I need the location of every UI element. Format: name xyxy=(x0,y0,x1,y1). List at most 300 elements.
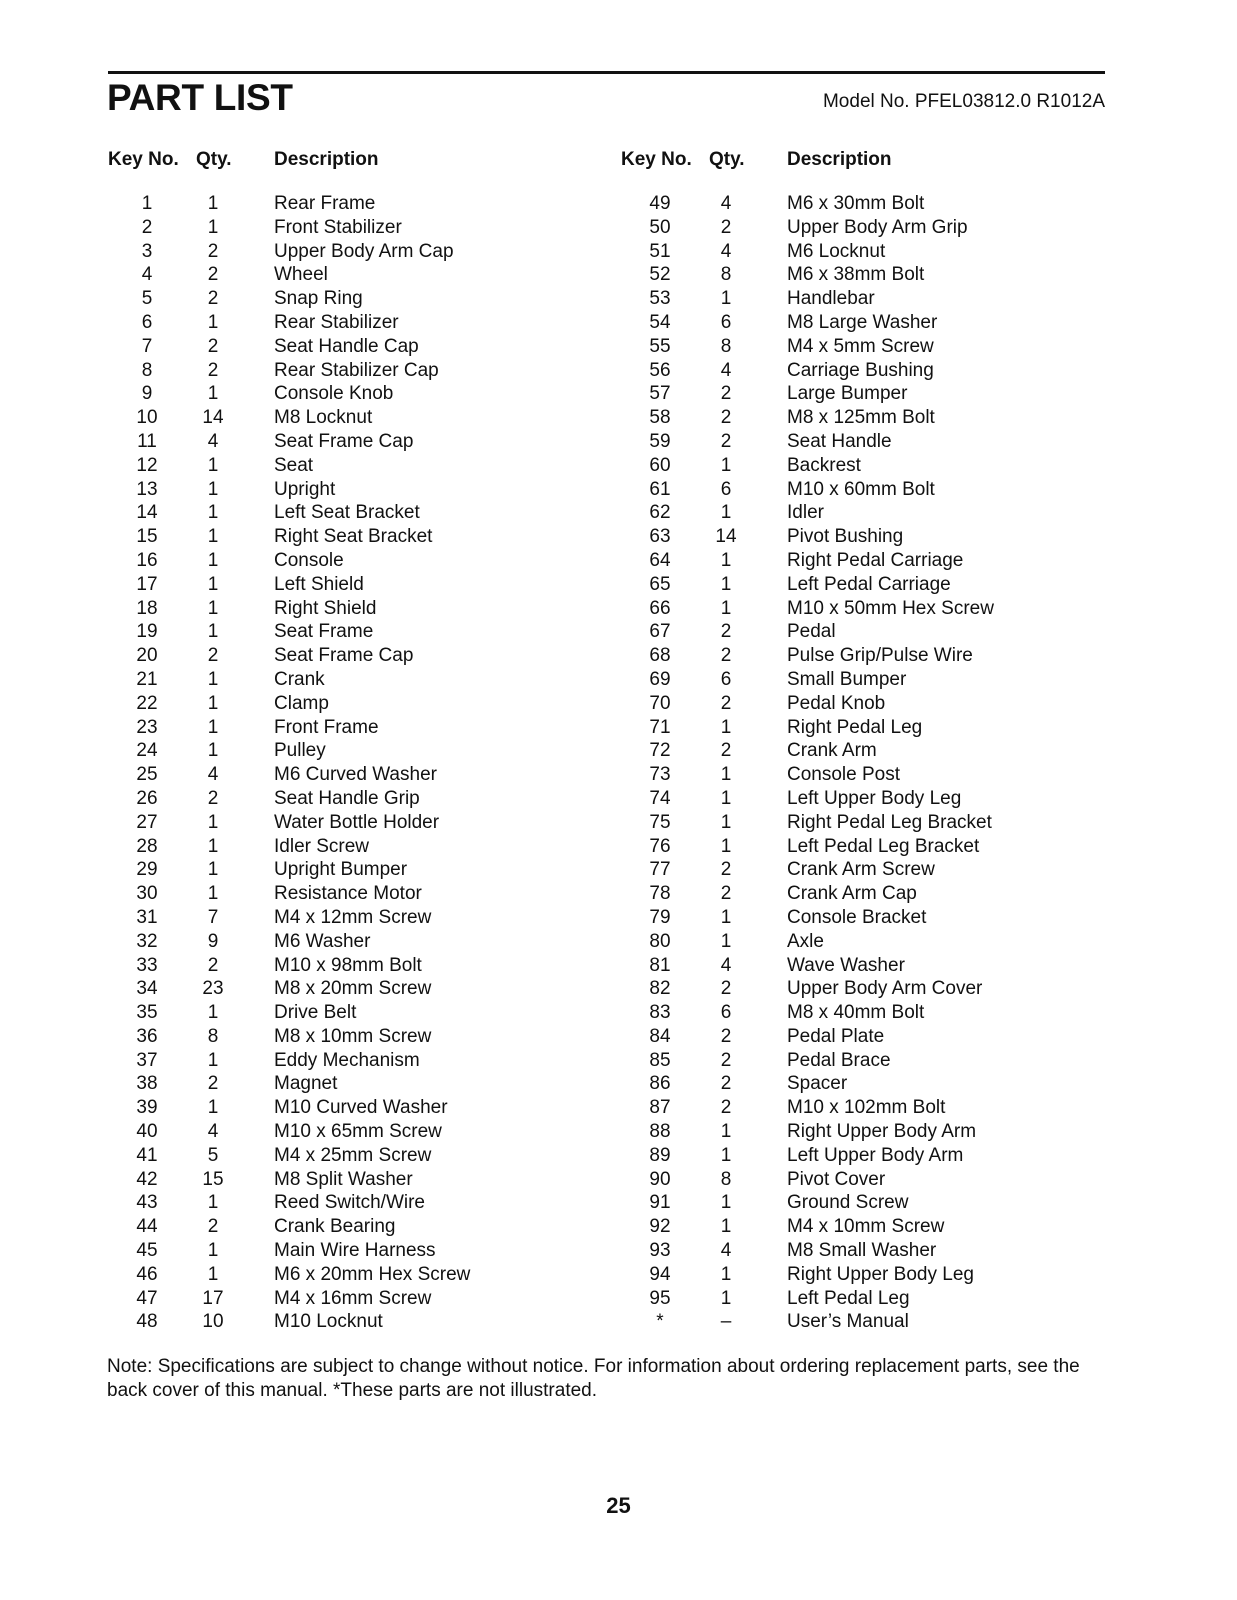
table-row xyxy=(620,1310,1080,1334)
key-no-cell: 38 xyxy=(136,1073,158,1095)
key-no-cell: 74 xyxy=(649,787,671,809)
description-cell: Left Pedal Leg Bracket xyxy=(787,835,980,857)
key-no-cell: 39 xyxy=(136,1097,158,1119)
description-cell: Carriage Bushing xyxy=(787,359,934,381)
table-row xyxy=(107,835,567,859)
table-row xyxy=(620,240,1080,264)
key-no-cell: 11 xyxy=(137,430,157,452)
key-no-cell: 34 xyxy=(136,978,158,1000)
key-no-cell: 56 xyxy=(649,359,671,381)
key-no-cell: 68 xyxy=(649,645,671,667)
table-row xyxy=(107,1191,567,1215)
qty-cell: 2 xyxy=(720,1025,732,1047)
table-row xyxy=(107,1287,567,1311)
description-cell: Right Shield xyxy=(274,597,377,619)
key-no-cell: 19 xyxy=(136,621,158,643)
key-no-cell: 61 xyxy=(649,478,671,500)
table-row xyxy=(107,216,567,240)
key-no-cell: 31 xyxy=(136,906,158,928)
description-cell: Crank Arm xyxy=(787,740,877,762)
key-no-cell: 65 xyxy=(649,573,671,595)
qty-cell: 1 xyxy=(720,454,732,476)
key-no-cell: 54 xyxy=(649,311,671,333)
qty-cell: 1 xyxy=(207,740,219,762)
key-no-cell: 63 xyxy=(649,526,671,548)
description-header: Description xyxy=(787,149,892,170)
key-no-cell: 13 xyxy=(136,478,158,500)
table-row xyxy=(620,525,1080,549)
table-row xyxy=(107,668,567,692)
table-row xyxy=(107,192,567,216)
key-no-cell: 62 xyxy=(649,502,671,524)
qty-cell: 1 xyxy=(207,573,219,595)
description-cell: M6 Locknut xyxy=(787,240,886,262)
description-cell: Clamp xyxy=(274,692,329,714)
table-row xyxy=(107,454,567,478)
description-cell: Seat Frame xyxy=(274,621,374,643)
description-cell: M8 Split Washer xyxy=(274,1168,413,1190)
qty-cell: 2 xyxy=(720,1049,732,1071)
key-no-cell: 87 xyxy=(649,1097,671,1119)
key-no-cell: 55 xyxy=(649,335,671,357)
qty-cell: 1 xyxy=(720,930,732,952)
qty-cell: 2 xyxy=(720,430,732,452)
description-cell: Wheel xyxy=(274,264,328,286)
table-row xyxy=(620,1096,1080,1120)
description-cell: Upper Body Arm Grip xyxy=(787,216,968,238)
description-cell: Large Bumper xyxy=(787,383,908,405)
description-cell: Console Bracket xyxy=(787,906,927,928)
table-row xyxy=(620,335,1080,359)
table-row xyxy=(107,406,567,430)
qty-cell: 1 xyxy=(207,1097,219,1119)
key-no-cell: 86 xyxy=(649,1073,671,1095)
description-cell: Axle xyxy=(787,930,824,952)
key-no-cell: 53 xyxy=(649,288,671,310)
table-row xyxy=(107,739,567,763)
qty-cell: 1 xyxy=(720,1121,732,1143)
qty-cell: 1 xyxy=(207,1049,219,1071)
qty-cell: 1 xyxy=(207,597,219,619)
table-row xyxy=(107,359,567,383)
key-no-cell: 3 xyxy=(141,240,153,262)
key-no-cell: 41 xyxy=(136,1144,158,1166)
table-row xyxy=(620,787,1080,811)
qty-cell: 1 xyxy=(720,597,732,619)
description-cell: Left Upper Body Arm xyxy=(787,1144,964,1166)
qty-cell: 2 xyxy=(720,1073,732,1095)
qty-cell: 1 xyxy=(720,288,732,310)
qty-cell: 2 xyxy=(720,883,732,905)
table-row xyxy=(620,1191,1080,1215)
description-cell: Handlebar xyxy=(787,288,875,310)
table-row xyxy=(620,620,1080,644)
table-row xyxy=(107,311,567,335)
qty-cell: 2 xyxy=(720,407,732,429)
qty-cell: 17 xyxy=(202,1287,224,1309)
qty-cell: 1 xyxy=(720,1192,732,1214)
description-cell: Console xyxy=(274,549,344,571)
description-cell: Front Frame xyxy=(274,716,379,738)
key-no-cell: 70 xyxy=(649,692,671,714)
key-no-cell: 24 xyxy=(136,740,158,762)
qty-header: Qty. xyxy=(196,149,232,170)
parts-table-right xyxy=(620,146,1080,1334)
key-no-cell: 36 xyxy=(136,1025,158,1047)
parts-rows-right xyxy=(620,192,1080,1334)
qty-cell: 1 xyxy=(720,502,732,524)
description-cell: Pulse Grip/Pulse Wire xyxy=(787,645,973,667)
key-no-cell: 23 xyxy=(136,716,158,738)
qty-cell: 1 xyxy=(720,787,732,809)
table-row xyxy=(107,1001,567,1025)
description-cell: Upright Bumper xyxy=(274,859,408,881)
description-cell: Upper Body Arm Cover xyxy=(787,978,983,1000)
key-no-cell: 95 xyxy=(649,1287,671,1309)
table-row xyxy=(107,549,567,573)
key-no-cell: 4 xyxy=(141,264,153,286)
qty-cell: 1 xyxy=(207,668,219,690)
table-row xyxy=(620,1049,1080,1073)
table-row xyxy=(620,1025,1080,1049)
table-row xyxy=(107,763,567,787)
key-no-cell: 8 xyxy=(141,359,153,381)
qty-cell: 4 xyxy=(207,764,219,786)
description-cell: Rear Frame xyxy=(274,193,376,214)
description-cell: M8 x 125mm Bolt xyxy=(787,407,935,429)
key-no-cell: 75 xyxy=(649,811,671,833)
key-no-cell: 9 xyxy=(141,383,153,405)
table-row xyxy=(107,335,567,359)
key-no-cell: 10 xyxy=(136,407,158,429)
qty-cell: 4 xyxy=(720,1240,732,1262)
description-cell: M10 x 50mm Hex Screw xyxy=(787,597,994,619)
key-no-cell: 59 xyxy=(649,430,671,452)
key-no-cell: 83 xyxy=(649,1002,671,1024)
table-row xyxy=(620,1168,1080,1192)
description-cell: M10 Locknut xyxy=(274,1311,383,1333)
table-row xyxy=(620,954,1080,978)
qty-cell: 8 xyxy=(720,1168,732,1190)
key-no-cell: 22 xyxy=(136,692,158,714)
page-number: 25 xyxy=(606,1493,631,1518)
key-no-cell: 82 xyxy=(649,978,671,1000)
table-row xyxy=(620,882,1080,906)
qty-cell: 6 xyxy=(720,668,732,690)
table-row xyxy=(107,430,567,454)
qty-cell: 2 xyxy=(207,359,219,381)
table-row xyxy=(620,597,1080,621)
key-no-cell: 26 xyxy=(136,787,158,809)
qty-cell: 6 xyxy=(720,1002,732,1024)
key-no-cell: 44 xyxy=(136,1216,158,1238)
qty-cell: 15 xyxy=(202,1168,224,1190)
description-cell: Crank xyxy=(274,668,325,690)
description-cell: Right Pedal Carriage xyxy=(787,549,964,571)
qty-cell: 10 xyxy=(202,1311,224,1333)
table-row xyxy=(107,1263,567,1287)
table-row xyxy=(620,977,1080,1001)
description-cell: M10 x 98mm Bolt xyxy=(274,954,422,976)
description-cell: Pulley xyxy=(274,740,326,762)
qty-cell: 7 xyxy=(207,906,219,928)
key-no-cell: 20 xyxy=(136,645,158,667)
key-no-cell: * xyxy=(656,1311,664,1333)
qty-cell: 1 xyxy=(207,216,219,238)
table-header xyxy=(107,146,567,176)
qty-cell: 2 xyxy=(720,621,732,643)
key-no-cell: 42 xyxy=(136,1168,158,1190)
key-no-cell: 67 xyxy=(649,621,671,643)
description-cell: Main Wire Harness xyxy=(274,1240,436,1262)
description-cell: Seat Handle xyxy=(787,430,892,452)
key-no-cell: 33 xyxy=(136,954,158,976)
table-row xyxy=(620,454,1080,478)
qty-cell: 1 xyxy=(207,193,219,214)
description-cell: Rear Stabilizer xyxy=(274,311,399,333)
key-no-cell: 47 xyxy=(136,1287,158,1309)
table-header xyxy=(620,146,1080,176)
qty-cell: 2 xyxy=(207,240,219,262)
table-row xyxy=(620,311,1080,335)
table-row xyxy=(107,1025,567,1049)
qty-cell: 4 xyxy=(720,954,732,976)
description-cell: M8 Large Washer xyxy=(787,311,938,333)
table-row xyxy=(620,216,1080,240)
description-cell: Right Pedal Leg Bracket xyxy=(787,811,992,833)
description-cell: Crank Arm Cap xyxy=(787,883,917,905)
description-cell: Pedal Brace xyxy=(787,1049,891,1071)
key-no-cell: 5 xyxy=(141,288,153,310)
model-number: Model No. PFEL03812.0 R1012A xyxy=(822,91,1105,112)
table-row xyxy=(107,597,567,621)
description-cell: Spacer xyxy=(787,1073,848,1095)
key-no-cell: 81 xyxy=(649,954,671,976)
qty-cell: 4 xyxy=(720,240,732,262)
top-rule xyxy=(108,71,1105,74)
description-cell: Backrest xyxy=(787,454,861,476)
description-cell: M10 Curved Washer xyxy=(274,1097,448,1119)
description-cell: Right Pedal Leg xyxy=(787,716,923,738)
qty-cell: 14 xyxy=(715,526,737,548)
table-row xyxy=(107,382,567,406)
qty-cell: 2 xyxy=(207,335,219,357)
table-row xyxy=(620,1263,1080,1287)
qty-cell: 2 xyxy=(207,288,219,310)
qty-cell: 1 xyxy=(720,764,732,786)
table-row xyxy=(107,692,567,716)
description-cell: Upper Body Arm Cap xyxy=(274,240,454,262)
key-no-cell: 14 xyxy=(136,502,158,524)
table-row xyxy=(620,573,1080,597)
table-row xyxy=(620,359,1080,383)
qty-cell: 6 xyxy=(720,478,732,500)
key-no-cell: 7 xyxy=(141,335,153,357)
table-row xyxy=(107,882,567,906)
key-no-cell: 76 xyxy=(649,835,671,857)
table-row xyxy=(107,1310,567,1334)
qty-cell: 1 xyxy=(720,549,732,571)
description-cell: M10 x 102mm Bolt xyxy=(787,1097,946,1119)
description-cell: M4 x 16mm Screw xyxy=(274,1287,432,1309)
key-no-cell: 50 xyxy=(649,216,671,238)
key-no-cell: 58 xyxy=(649,407,671,429)
description-cell: Pedal xyxy=(787,621,836,643)
qty-cell: 1 xyxy=(720,1287,732,1309)
qty-cell: 8 xyxy=(720,264,732,286)
qty-cell: 1 xyxy=(720,811,732,833)
description-cell: Ground Screw xyxy=(787,1192,909,1214)
table-row xyxy=(620,692,1080,716)
qty-cell: 14 xyxy=(202,407,224,429)
description-cell: Left Upper Body Leg xyxy=(787,787,962,809)
qty-cell: – xyxy=(720,1311,732,1333)
key-no-cell: 85 xyxy=(649,1049,671,1071)
table-row xyxy=(620,906,1080,930)
description-cell: Pedal Plate xyxy=(787,1025,885,1047)
table-row xyxy=(107,1215,567,1239)
table-row xyxy=(620,716,1080,740)
description-cell: Right Upper Body Leg xyxy=(787,1263,974,1285)
footnote: Note: Specifications are subject to change without notice. For information about ordering replacement parts, see the back cover of this manual. *These parts are not illustrated. xyxy=(107,1356,1080,1401)
table-row xyxy=(107,787,567,811)
table-row xyxy=(107,811,567,835)
qty-cell: 9 xyxy=(207,930,219,952)
qty-cell: 2 xyxy=(720,645,732,667)
description-cell: Left Seat Bracket xyxy=(274,502,420,524)
table-row xyxy=(107,1120,567,1144)
table-row xyxy=(620,1072,1080,1096)
qty-cell: 1 xyxy=(207,859,219,881)
key-no-cell: 16 xyxy=(136,549,158,571)
description-cell: Console Knob xyxy=(274,383,394,405)
key-no-cell: 15 xyxy=(136,526,158,548)
key-no-cell: 17 xyxy=(136,573,158,595)
key-no-cell: 27 xyxy=(136,811,158,833)
table-row xyxy=(620,1215,1080,1239)
description-cell: M4 x 5mm Screw xyxy=(787,335,934,357)
key-no-cell: 37 xyxy=(136,1049,158,1071)
table-row xyxy=(620,811,1080,835)
table-row xyxy=(107,644,567,668)
description-cell: M8 Small Washer xyxy=(787,1240,937,1262)
qty-cell: 5 xyxy=(207,1144,219,1166)
key-no-cell: 12 xyxy=(136,454,158,476)
description-cell: Drive Belt xyxy=(274,1002,357,1024)
table-row xyxy=(107,240,567,264)
qty-cell: 2 xyxy=(207,645,219,667)
table-row xyxy=(107,525,567,549)
table-row xyxy=(620,263,1080,287)
key-no-cell: 32 xyxy=(136,930,158,952)
qty-cell: 1 xyxy=(720,716,732,738)
description-cell: Seat Frame Cap xyxy=(274,430,414,452)
qty-cell: 2 xyxy=(207,787,219,809)
qty-cell: 8 xyxy=(720,335,732,357)
description-cell: M10 x 65mm Screw xyxy=(274,1121,442,1143)
qty-cell: 1 xyxy=(207,883,219,905)
description-cell: Pivot Bushing xyxy=(787,526,904,548)
key-no-cell: 64 xyxy=(649,549,671,571)
table-row xyxy=(620,1287,1080,1311)
qty-cell: 2 xyxy=(720,1097,732,1119)
page-title: PART LIST xyxy=(107,77,293,118)
table-row xyxy=(620,549,1080,573)
qty-cell: 23 xyxy=(202,978,224,1000)
description-cell: M4 x 25mm Screw xyxy=(274,1144,432,1166)
table-row xyxy=(107,716,567,740)
description-cell: M6 Washer xyxy=(274,930,371,952)
qty-header: Qty. xyxy=(709,149,745,170)
key-no-cell: 90 xyxy=(649,1168,671,1190)
description-cell: Water Bottle Holder xyxy=(274,811,440,833)
description-cell: Resistance Motor xyxy=(274,883,422,905)
key-no-cell: 35 xyxy=(136,1002,158,1024)
table-row xyxy=(107,620,567,644)
key-no-cell: 40 xyxy=(136,1121,158,1143)
key-no-cell: 30 xyxy=(136,883,158,905)
qty-cell: 1 xyxy=(207,1240,219,1262)
description-cell: M6 x 30mm Bolt xyxy=(787,193,925,214)
table-row xyxy=(620,930,1080,954)
table-row xyxy=(620,858,1080,882)
description-cell: M8 Locknut xyxy=(274,407,373,429)
qty-cell: 2 xyxy=(720,383,732,405)
qty-cell: 1 xyxy=(207,549,219,571)
qty-cell: 2 xyxy=(207,1073,219,1095)
key-no-cell: 66 xyxy=(649,597,671,619)
key-no-cell: 29 xyxy=(136,859,158,881)
key-no-cell: 2 xyxy=(141,216,153,238)
qty-cell: 1 xyxy=(720,906,732,928)
table-row xyxy=(107,858,567,882)
table-row xyxy=(107,930,567,954)
key-no-cell: 25 xyxy=(136,764,158,786)
table-row xyxy=(107,1072,567,1096)
table-row xyxy=(620,382,1080,406)
qty-cell: 1 xyxy=(720,573,732,595)
table-row xyxy=(107,287,567,311)
table-row xyxy=(107,906,567,930)
description-cell: Idler xyxy=(787,502,824,524)
description-cell: Wave Washer xyxy=(787,954,905,976)
key-no-cell: 92 xyxy=(649,1216,671,1238)
qty-cell: 2 xyxy=(207,1216,219,1238)
description-cell: Seat Frame Cap xyxy=(274,645,414,667)
table-row xyxy=(620,763,1080,787)
key-no-cell: 72 xyxy=(649,740,671,762)
qty-cell: 1 xyxy=(207,383,219,405)
key-no-cell: 49 xyxy=(649,193,671,214)
qty-cell: 1 xyxy=(207,1263,219,1285)
description-cell: Right Seat Bracket xyxy=(274,526,433,548)
description-cell: M6 Curved Washer xyxy=(274,764,437,786)
description-cell: M4 x 10mm Screw xyxy=(787,1216,945,1238)
key-no-cell: 79 xyxy=(649,906,671,928)
description-header: Description xyxy=(274,149,379,170)
table-row xyxy=(107,478,567,502)
qty-cell: 1 xyxy=(720,1263,732,1285)
table-row xyxy=(620,835,1080,859)
qty-cell: 1 xyxy=(207,1192,219,1214)
qty-cell: 1 xyxy=(720,1144,732,1166)
key-no-cell: 89 xyxy=(649,1144,671,1166)
table-row xyxy=(107,977,567,1001)
qty-cell: 2 xyxy=(720,859,732,881)
table-row xyxy=(620,1144,1080,1168)
key-no-cell: 52 xyxy=(649,264,671,286)
key-no-header: Key No. xyxy=(108,149,179,170)
